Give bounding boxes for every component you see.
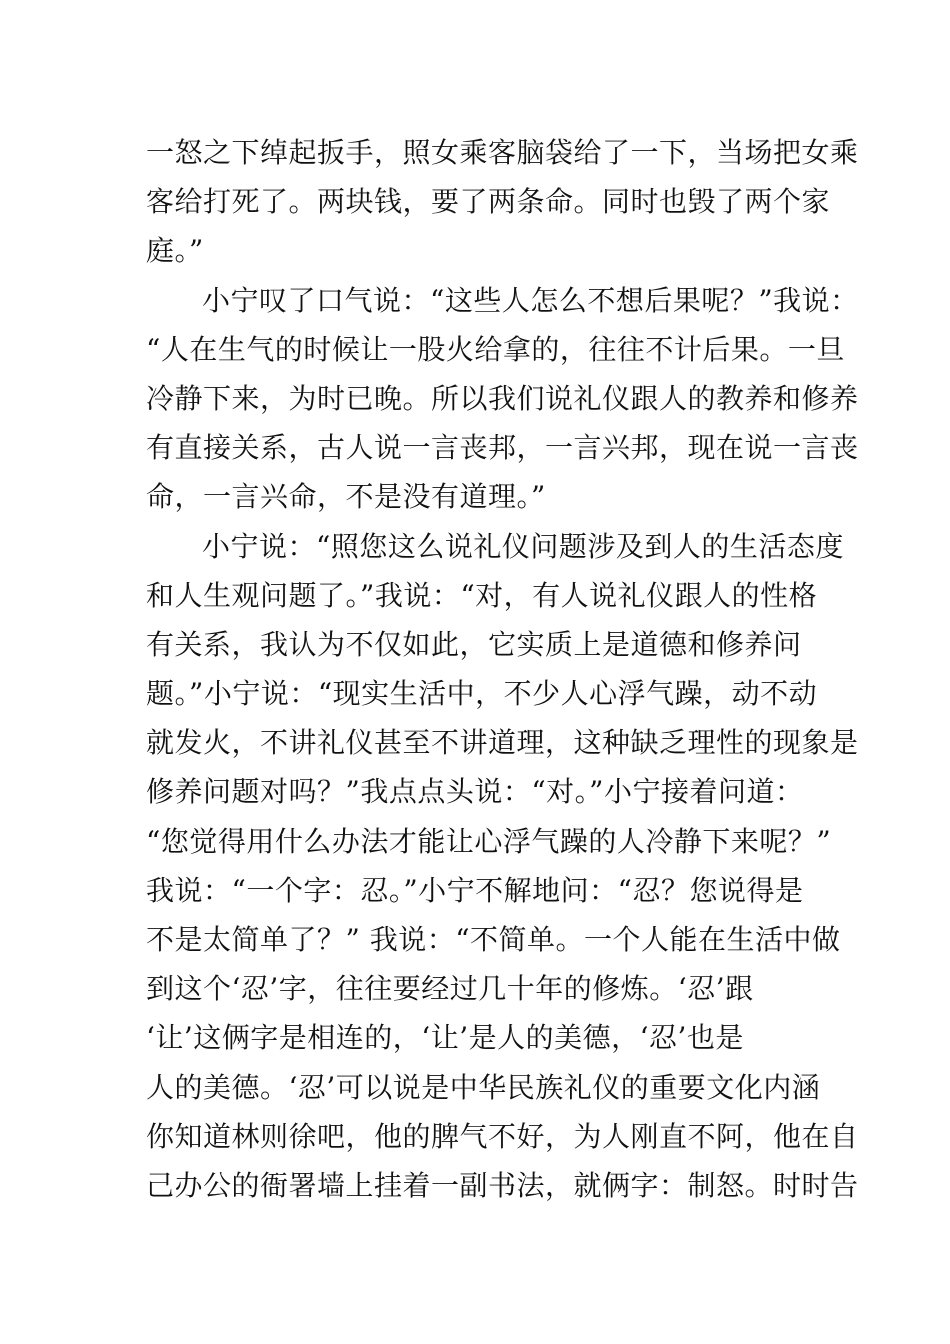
text-line: 修养问题对吗？”我点点头说：“对。”小宁接着问道： <box>146 775 804 809</box>
text-line: 庭。” <box>146 234 204 268</box>
text-line: “您觉得用什么办法才能让心浮气躁的人冷静下来呢？” <box>146 824 832 858</box>
text-line: “人在生气的时候让一股火给拿的，往往不计后果。一旦 <box>146 332 845 366</box>
text-line: 我说：“一个字：忍。”小宁不解地问：“忍？您说得是 <box>146 873 804 907</box>
text-line: 和人生观问题了。”我说：“对，有人说礼仪跟人的性格 <box>146 578 818 612</box>
text-line: 冷静下来，为时已晚。所以我们说礼仪跟人的教养和修养 <box>146 381 859 415</box>
text-line: 到这个‘忍’字，往往要经过几十年的修炼。‘忍’跟 <box>146 972 754 1006</box>
text-line: 不是太简单了？” 我说：“不简单。一个人能在生活中做 <box>146 923 841 956</box>
text-line: 有直接关系，古人说一言丧邦，一言兴邦，现在说一言丧 <box>146 431 859 465</box>
text-line: 人的美德。‘忍’可以说是中华民族礼仪的重要文化内涵 <box>146 1070 821 1104</box>
text-line: 就发火，不讲礼仪甚至不讲道理，这种缺乏理性的现象是 <box>146 726 859 760</box>
text-line: 你知道林则徐吧，他的脾气不好，为人刚直不阿，他在自 <box>146 1119 859 1153</box>
text-line: 有关系，我认为不仅如此，它实质上是道德和修养问 <box>146 627 802 661</box>
text-line: 题。”小宁说：“现实生活中，不少人心浮气躁，动不动 <box>146 677 818 711</box>
text-line: 客给打死了。两块钱，要了两条命。同时也毁了两个家 <box>146 185 831 219</box>
text-line: 一怒之下绰起扳手，照女乘客脑袋给了一下，当场把女乘 <box>146 136 859 169</box>
text-line-paragraph-start: 小宁叹了口气说：“这些人怎么不想后果呢？”我说： <box>202 283 859 317</box>
text-line: 命，一言兴命，不是没有道理。” <box>146 480 546 514</box>
text-line: ‘让’这俩字是相连的，‘让’是人的美德，‘忍’也是 <box>146 1021 744 1055</box>
text-line-paragraph-start: 小宁说：“照您这么说礼仪问题涉及到人的生活态度 <box>202 529 844 563</box>
text-line: 己办公的衙署墙上挂着一副书法，就俩字：制怒。时时告 <box>146 1168 859 1202</box>
document-text-body <box>146 128 859 1210</box>
